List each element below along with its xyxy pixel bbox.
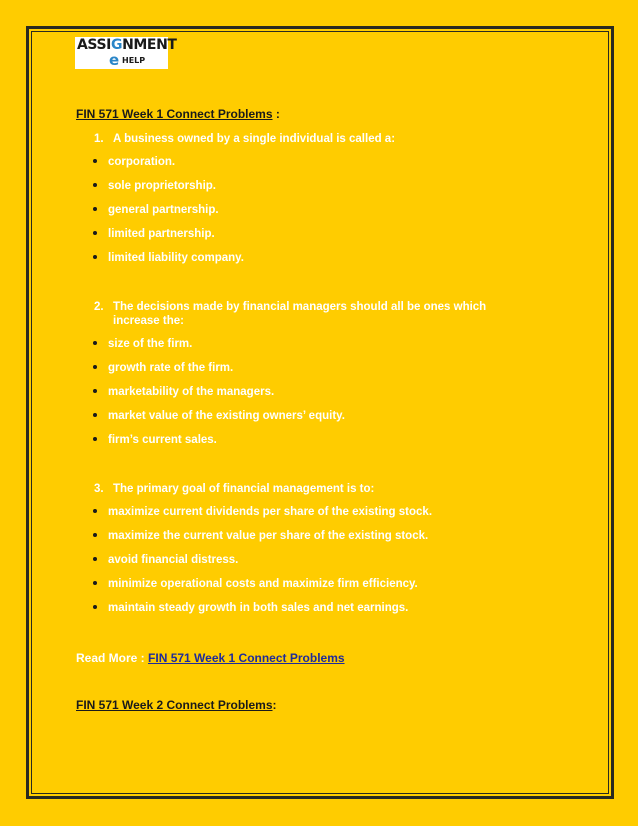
section-2-heading: FIN 571 Week 2 Connect Problems: (76, 698, 277, 712)
option-3b: maximize the current value per share of the existing stock. (93, 530, 428, 542)
logo-e-letter: e (109, 51, 120, 69)
option-1e: limited liability company. (93, 252, 244, 264)
read-more-label: Read More : (76, 651, 145, 665)
logo-help-text: HELP (122, 56, 146, 65)
read-more (76, 651, 345, 665)
option-1d: limited partnership. (93, 228, 215, 240)
question-2: 2. The decisions made by financial managers should all be ones which increase the: (94, 301, 487, 327)
option-2d: market value of the existing owners’ equity. (93, 410, 345, 422)
option-1b: sole proprietorship. (93, 180, 216, 192)
assignment-help-logo (75, 37, 177, 69)
option-2b: growth rate of the firm. (93, 362, 233, 374)
section-1-heading: FIN 571 Week 1 Connect Problems : (76, 107, 280, 121)
option-2a: size of the firm. (93, 338, 192, 350)
question-3: 3. The primary goal of financial management is to: (94, 483, 375, 495)
question-1: 1. A business owned by a single individual is called a: (94, 133, 396, 145)
option-3c: avoid financial distress. (93, 554, 238, 566)
option-2c: marketability of the managers. (93, 386, 274, 398)
read-more-link[interactable]: FIN 571 Week 1 Connect Problems (148, 651, 345, 665)
option-3a: maximize current dividends per share of the existing stock. (93, 506, 432, 518)
logo-wordmark: ASSIGNMENT (77, 37, 177, 53)
option-3e: maintain steady growth in both sales and net earnings. (93, 602, 408, 614)
option-1a: corporation. (93, 156, 175, 168)
option-2e: firm’s current sales. (93, 434, 217, 446)
option-1c: general partnership. (93, 204, 219, 216)
option-3d: minimize operational costs and maximize firm efficiency. (93, 578, 418, 590)
